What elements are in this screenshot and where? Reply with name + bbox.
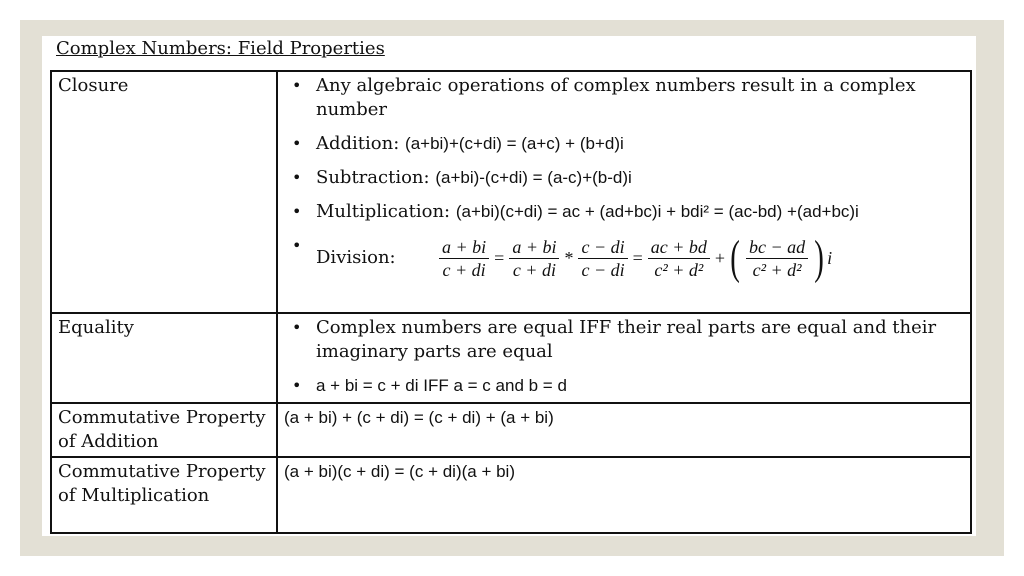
equality-statement: Complex numbers are equal IFF their real parts are equal and their imaginary parts are equal — [316, 317, 937, 362]
closure-bullet-list — [284, 74, 964, 282]
table-row-commutative-addition — [51, 403, 971, 457]
division-fraction-2: $\frac{a + bi}{c + di}$ — [509, 236, 559, 281]
list-item — [284, 316, 964, 364]
bullet-icon: • — [292, 236, 302, 255]
list-item — [284, 231, 964, 284]
list-item — [284, 200, 964, 224]
multiplication-label: Multiplication: — [316, 201, 451, 222]
list-item — [284, 374, 964, 398]
commutative-multiplication-formula: (a + bi)(c + di) = (c + di)(a + bi) — [277, 457, 971, 533]
subtraction-label: Subtraction: — [316, 167, 430, 188]
row-label-closure: Closure — [51, 71, 277, 313]
subtraction-formula: (a+bi)-(c+di) = (a-c)+(b-d)i — [435, 168, 632, 187]
bullet-icon: • — [292, 376, 302, 395]
bullet-icon: • — [292, 202, 302, 221]
closure-statement: Any algebraic operations of complex numbers result in a complex number — [316, 75, 916, 120]
division-fraction-3: $\frac{c - di}{c - di}$ — [578, 236, 627, 281]
closure-details — [277, 71, 971, 313]
division-label: Division: — [316, 247, 396, 268]
bullet-icon: • — [292, 134, 302, 153]
list-item — [284, 74, 964, 122]
addition-label: Addition: — [316, 133, 400, 154]
bullet-icon: • — [292, 76, 302, 95]
commutative-addition-formula: (a + bi) + (c + di) = (c + di) + (a + bi) — [277, 403, 971, 457]
division-fraction-4: $\frac{ac + bd}{\text{c² + d²}}$ — [648, 236, 710, 281]
right-paren-icon: ) — [814, 231, 824, 284]
equals-sign: = — [494, 248, 505, 268]
times-sign: * — [564, 248, 574, 268]
bullet-icon: • — [292, 318, 302, 337]
equals-sign: = — [632, 248, 643, 268]
row-label-equality: Equality — [51, 313, 277, 403]
division-row — [316, 231, 964, 284]
multiplication-formula: (a+bi)(c+di) = ac + (ad+bc)i + bdi² = (ac-bd) +(ad+bc)i — [455, 202, 859, 221]
equality-details — [277, 313, 971, 403]
table-row-closure — [51, 71, 971, 313]
equality-bullet-list — [284, 316, 964, 398]
left-paren-icon: ( — [730, 231, 740, 284]
page-title: Complex Numbers: Field Properties — [56, 38, 385, 59]
table-row-equality — [51, 313, 971, 403]
division-fraction-1: $\frac{a + bi}{c + di}$ — [439, 236, 489, 281]
division-fraction-5: $\frac{bc - ad}{\text{c² + d²}}$ — [746, 236, 808, 281]
addition-formula: (a+bi)+(c+di) = (a+c) + (b+d)i — [405, 134, 624, 153]
imaginary-unit: i — [827, 248, 833, 268]
bullet-icon: • — [292, 168, 302, 187]
equality-formula: a + bi = c + di IFF a = c and b = d — [316, 376, 567, 395]
row-label-commutative-addition: Commutative Property of Addition — [51, 403, 277, 457]
list-item — [284, 132, 964, 156]
field-properties-table — [50, 70, 972, 534]
list-item — [284, 166, 964, 190]
plus-sign: + — [714, 248, 726, 268]
table-row-commutative-multiplication — [51, 457, 971, 533]
row-label-commutative-multiplication: Commutative Property of Multiplication — [51, 457, 277, 533]
